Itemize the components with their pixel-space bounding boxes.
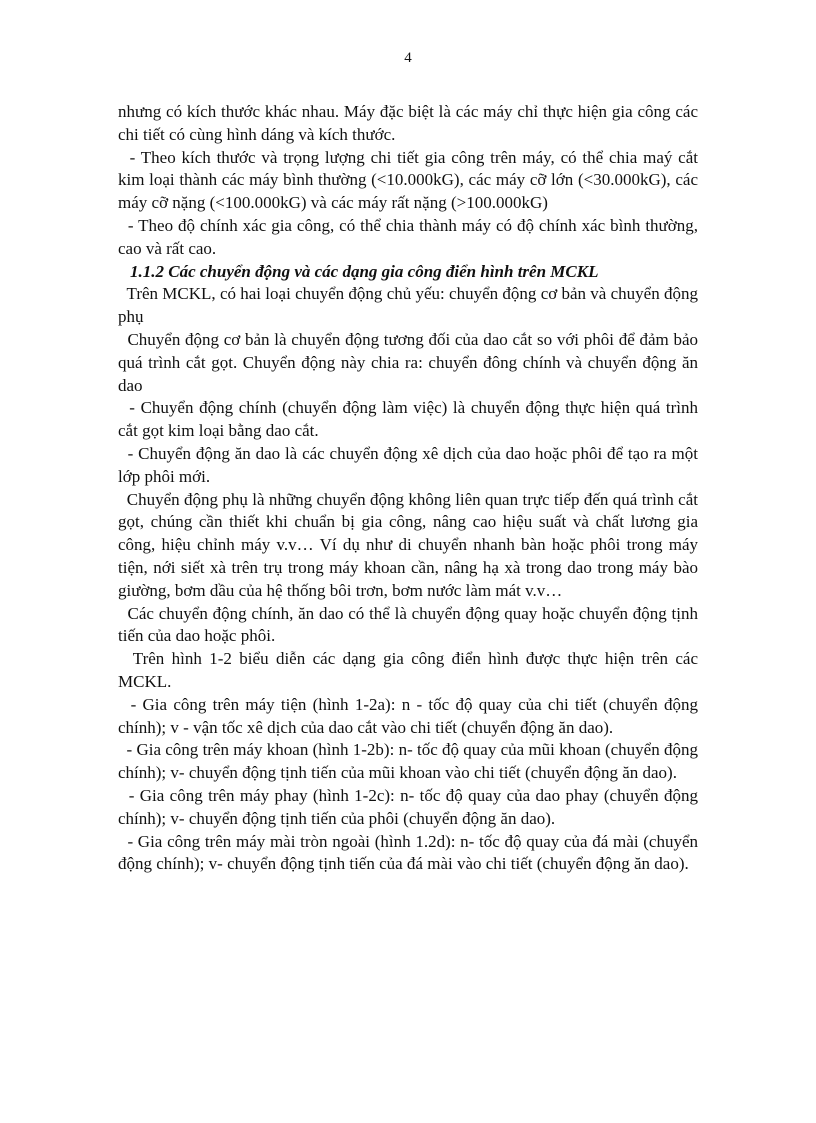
- paragraph: Các chuyển động chính, ăn dao có thể là chuyển động quay hoặc chuyển động tịnh tiến của dao hoặc phôi.: [118, 603, 703, 646]
- paragraph: Chuyển động cơ bản là chuyển động tương đối của dao cắt so với phôi để đảm bảo quá trình cắt gọt. Chuyển động này chia ra: chuyển đông chính và chuyển động ăn dao: [118, 329, 703, 395]
- paragraph: - Gia công trên máy phay (hình 1-2c): n- tốc độ quay của dao phay (chuyển động chính); v- chuyển động tịnh tiến của phôi (chuyển động ăn dao).: [118, 785, 703, 828]
- paragraph: Trên MCKL, có hai loại chuyển động chủ yếu: chuyển động cơ bản và chuyển động phụ: [118, 284, 703, 327]
- paragraph: nhưng có kích thước khác nhau. Máy đặc biệt là các máy chỉ thực hiện gia công các chi tiết có cùng hình dáng và kích thước.: [118, 102, 698, 144]
- section-heading: 1.1.2 Các chuyển động và các dạng gia công điển hình trên MCKL: [130, 261, 599, 281]
- paragraph: - Gia công trên máy khoan (hình 1-2b): n- tốc độ quay của mũi khoan (chuyển động chính); v- chuyển động tịnh tiến của mũi khoan vào chi tiết (chuyển động ăn dao).: [118, 740, 703, 783]
- page-number: 4: [404, 50, 412, 66]
- paragraph: - Gia công trên máy mài tròn ngoài (hình 1.2d): n- tốc độ quay của đá mài (chuyển động chính); v- chuyển động tịnh tiến của đá mài vào chi tiết (chuyển động ăn dao).: [118, 831, 703, 874]
- paragraph: - Theo kích thước và trọng lượng chi tiết gia công trên máy, có thể chia maý cắt kim loại thành các máy bình thường (<10.000kG), các máy cỡ lớn (<30.000kG), các máy cỡ nặng (<100.000kG) và các máy rất nặng (>100.000kG): [118, 147, 703, 213]
- paragraph: Chuyển động phụ là những chuyển động không liên quan trực tiếp đến quá trình cắt gọt, chúng cần thiết khi chuẩn bị gia công, nâng cao hiệu suất và chất lương gia công, hiệu chỉnh máy v.v… Ví dụ như di chuyển nhanh bàn hoặc phôi trong máy tiện, nới siết xà trên trụ trong máy khoan cần, nâng hạ xà trong dao trong máy bào giường, bơm dầu của hệ thống bôi trơn, bơm nước làm mát v.v…: [118, 489, 703, 600]
- paragraph: - Theo độ chính xác gia công, có thể chia thành máy có độ chính xác bình thường, cao và rất cao.: [118, 215, 703, 258]
- paragraph: Trên hình 1-2 biểu diễn các dạng gia công điển hình được thực hiện trên các MCKL.: [118, 649, 703, 691]
- paragraph: - Gia công trên máy tiện (hình 1-2a): n - tốc độ quay của chi tiết (chuyển động chính); v - vận tốc xê dịch của dao cắt vào chi tiết (chuyển động ăn dao).: [118, 694, 703, 737]
- paragraph: - Chuyển động ăn dao là các chuyển động xê dịch của dao hoặc phôi để tạo ra một lớp phôi mới.: [118, 443, 703, 486]
- page-content: [118, 101, 703, 876]
- paragraph: - Chuyển động chính (chuyển động làm việc) là chuyển động thực hiện quá trình cắt gọt kim loại bằng dao cắt.: [118, 398, 703, 441]
